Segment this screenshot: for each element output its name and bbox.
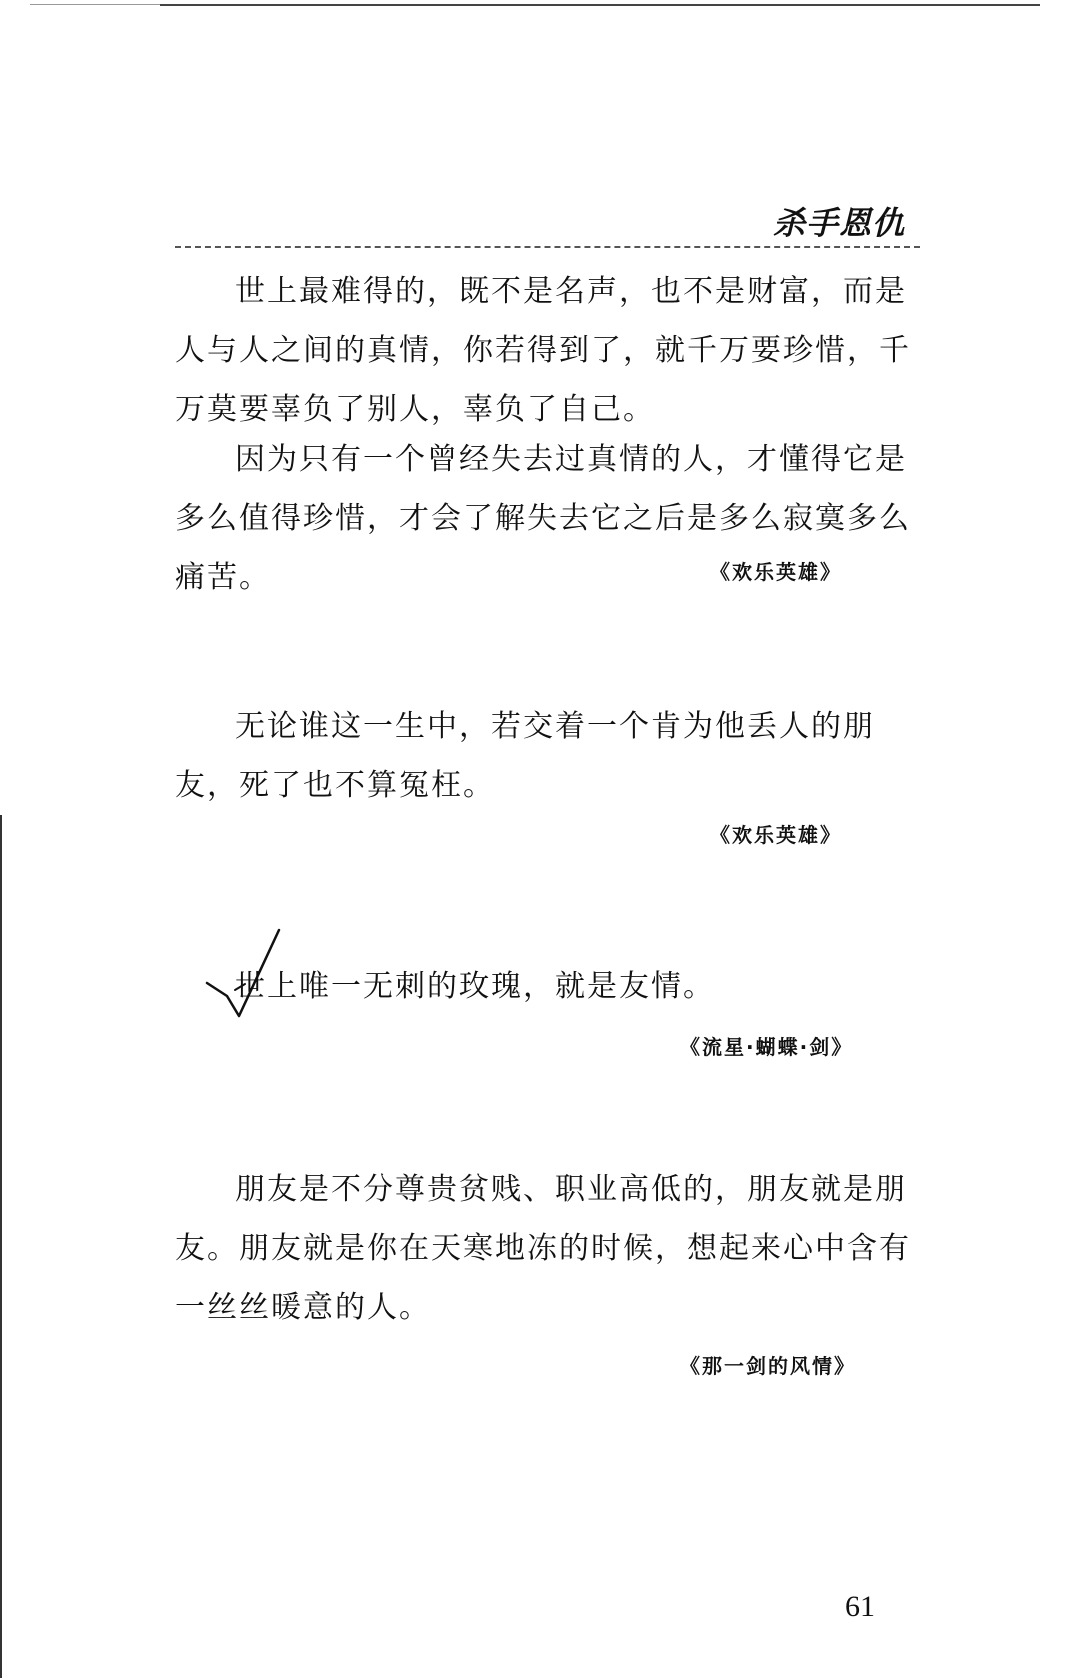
quote-1-paragraph-1: 世上最难得的，既不是名声，也不是财富，而是人与人之间的真情，你若得到了，就千万要珍惜，千万莫要辜负了别人，辜负了自己。 (175, 274, 911, 427)
quote-3-paragraph: 世上唯一无刺的玫瑰，就是友情。 (235, 969, 715, 1004)
running-header-title: 杀手恩仇 (772, 204, 905, 242)
quote-3-source: 《流星·蝴蝶·剑》 (680, 1035, 854, 1059)
quote-2-paragraph: 无论谁这一生中，若交着一个肯为他丢人的朋友，死了也不算冤枉。 (175, 709, 875, 803)
page-number: 61 (845, 1590, 875, 1623)
quote-1-paragraph-2: 因为只有一个曾经失去过真情的人，才懂得它是多么值得珍惜，才会了解失去它之后是多么寂寞多么痛苦。 (175, 442, 911, 595)
top-edge-faint-rule (30, 4, 160, 5)
quote-2-source: 《欢乐英雄》 (710, 823, 842, 847)
quote-1-source: 《欢乐英雄》 (710, 560, 842, 584)
top-edge-rule (160, 4, 1040, 6)
header-rule (175, 246, 920, 248)
page-left-edge (0, 815, 2, 1678)
quote-4-paragraph: 朋友是不分尊贵贫贱、职业高低的，朋友就是朋友。朋友就是你在天寒地冻的时候，想起来心中含有一丝丝暖意的人。 (175, 1172, 911, 1325)
quote-4-source: 《那一剑的风情》 (680, 1354, 856, 1378)
